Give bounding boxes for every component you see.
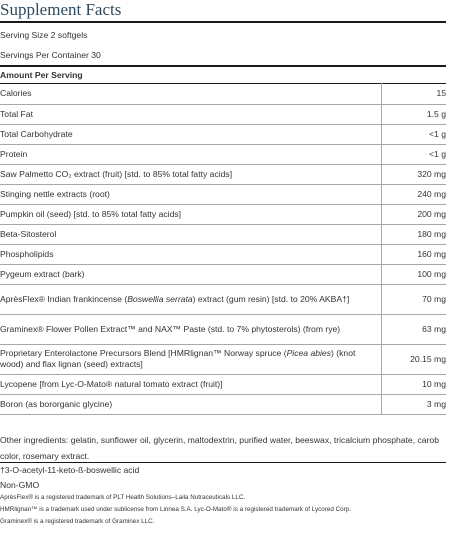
table-row [0, 83, 446, 104]
name-text: ) extract (gum resin) [std. to 20% AKBA†] [192, 293, 350, 304]
nutrient-amount: 63 mg [382, 314, 447, 344]
nutrient-name [0, 344, 382, 374]
nutrient-amount: 200 mg [382, 204, 447, 224]
name-text: ) (knot wood) and flax lignan (seed) extracts] [0, 348, 356, 369]
nutrient-name: Total Carbohydrate [0, 124, 382, 144]
table-row [0, 244, 446, 264]
nutrient-amount: 20.15 mg [382, 344, 447, 374]
other-ingredients: Other ingredients: gelatin, sunflower oil, glycerin, maltodextrin, purified water, beeswax, tricalcium phosphate, carob color, rosemary extract. [0, 435, 439, 461]
footnote: †3-O-acetyl-11-keto-ß-boswellic acid [0, 465, 140, 475]
table-row [0, 224, 446, 244]
nutrient-name: Calories [0, 83, 382, 104]
nutrient-name: Boron (as bororganic glycine) [0, 394, 382, 414]
nutrient-amount: 15 [382, 83, 447, 104]
table-row [0, 204, 446, 224]
nutrient-name [0, 284, 382, 314]
table-row [0, 344, 446, 374]
nutrient-name: Pumpkin oil (seed) [std. to 85% total fatty acids] [0, 204, 382, 224]
table-row [0, 124, 446, 144]
name-text: AprèsFlex® Indian frankincense ( [0, 293, 128, 304]
nutrient-name: Lycopene [from Lyc-O-Mato® natural tomato extract (fruit)] [0, 374, 382, 394]
table-row [0, 144, 446, 164]
amount-per-serving-header: Amount Per Serving [0, 70, 83, 80]
trademark-note: Graminex® is a registered trademark of Graminex LLC. [0, 518, 155, 525]
nutrient-amount: 320 mg [382, 164, 447, 184]
table-row [0, 394, 446, 414]
name-text: Proprietary Enterolactone Precursors Blend [HMRlignan™ Norway spruce ( [0, 348, 287, 358]
nutrient-amount: 160 mg [382, 244, 447, 264]
table-row [0, 314, 446, 344]
nutrient-amount: 10 mg [382, 374, 447, 394]
name-latin: Boswellia serrata [127, 293, 193, 304]
nutrient-amount: <1 g [382, 144, 447, 164]
heavy-rule [0, 65, 446, 67]
table-row [0, 374, 446, 394]
nutrient-name: Stinging nettle extracts (root) [0, 184, 382, 204]
table-row [0, 104, 446, 124]
nutrient-name: Pygeum extract (bark) [0, 264, 382, 284]
serving-size: Serving Size 2 softgels [0, 30, 88, 40]
nutrient-name: Total Fat [0, 104, 382, 124]
nutrient-amount: 240 mg [382, 184, 447, 204]
nutrient-amount: 180 mg [382, 224, 447, 244]
table-row [0, 184, 446, 204]
non-gmo-label: Non-GMO [0, 480, 40, 490]
nutrient-amount: 1.5 g [382, 104, 447, 124]
nutrient-amount: 3 mg [382, 394, 447, 414]
bottom-rule [0, 462, 446, 463]
nutrient-name: Phospholipids [0, 244, 382, 264]
trademark-note: HMRlignan™ is a trademark used under sublicense from Linnea S.A. Lyc-O-Mato® is a registered trademark of Lycored Corp. [0, 506, 352, 513]
nutrient-table [0, 83, 446, 415]
trademark-note: AprèsFlex® is a registered trademark of PLT Health Solutions–Laila Nutraceuticals LLC. [0, 494, 246, 501]
nutrient-name: Protein [0, 144, 382, 164]
title-rule [0, 21, 446, 23]
nutrient-name: Graminex® Flower Pollen Extract™ and NAX™ Paste (std. to 7% phytosterols) (from rye) [0, 314, 382, 344]
table-row [0, 264, 446, 284]
nutrient-amount: 70 mg [382, 284, 447, 314]
nutrient-amount: <1 g [382, 124, 447, 144]
table-row [0, 284, 446, 314]
nutrient-name: Saw Palmetto CO₂ extract (fruit) [std. to 85% total fatty acids] [0, 164, 382, 184]
nutrient-amount: 100 mg [382, 264, 447, 284]
table-row [0, 164, 446, 184]
name-latin: Picea abies [286, 348, 332, 358]
panel-title: Supplement Facts [0, 0, 122, 19]
servings-per-container: Servings Per Container 30 [0, 50, 101, 60]
nutrient-name: Beta-Sitosterol [0, 224, 382, 244]
